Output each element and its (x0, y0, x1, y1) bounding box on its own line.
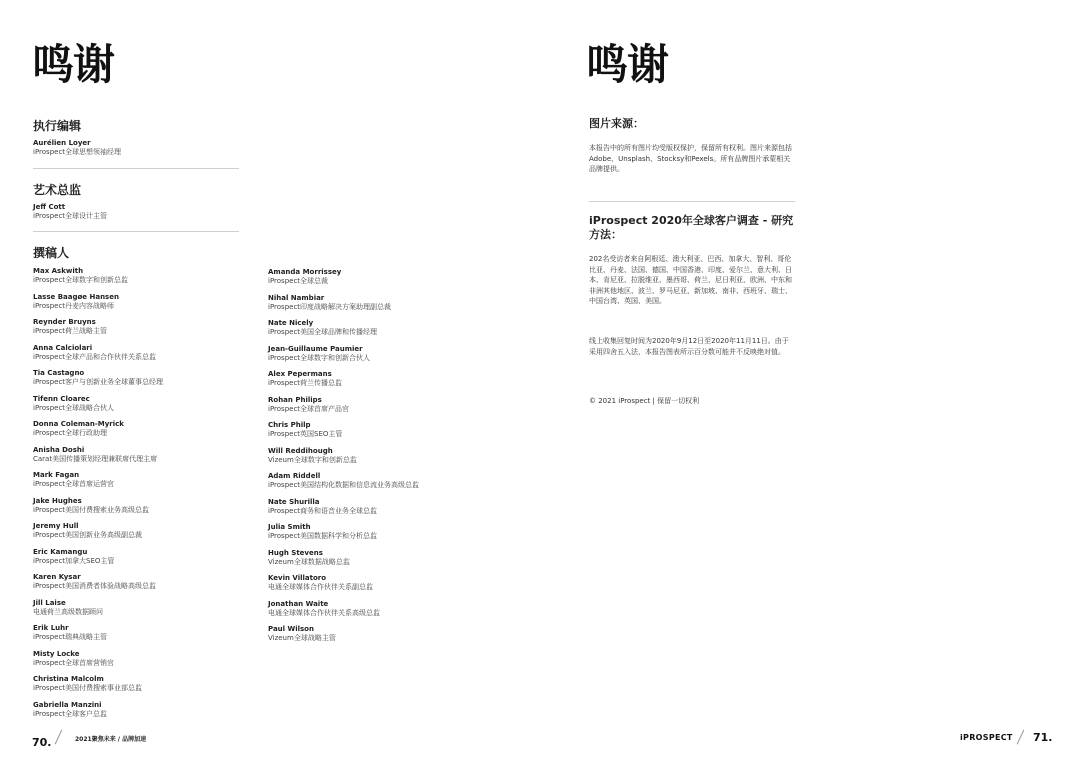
contributor-credit (33, 675, 253, 701)
credit-name: Jake Hughes (33, 496, 82, 505)
methodology-paragraph-1: 202名受访者来自阿根廷、澳大利亚、巴西、加拿大、智利、哥伦比亚、丹麦、法国、德国、中国香港、印度、爱尔兰、意大利、日本、肯尼亚、拉脱维亚、墨西哥、荷兰、尼日利亚、欧洲、中东和非洲其他地区、波兰、罗马尼亚、新加坡、南非、西班牙、瑞士、中国台湾、英国、美国。 (589, 255, 792, 305)
credit-role: 电通全球媒体合作伙伴关系副总监 (268, 583, 373, 591)
credit-name: Tifenn Cloarec (33, 394, 90, 403)
credit-name: Julia Smith (268, 523, 311, 531)
credit-name: Christina Malcolm (33, 675, 104, 683)
credit-role: 电通荷兰高级数据顾问 (33, 607, 103, 616)
credit-role: iProspect全球行政助理 (33, 429, 108, 437)
art-director-credit (33, 203, 107, 221)
credit-name: Reynder Bruyns (33, 318, 96, 326)
divider (33, 231, 239, 232)
contributor-credit (268, 549, 518, 575)
credit-role: iProspect全球客户总监 (33, 709, 108, 718)
contributor-credit (33, 344, 253, 370)
credit-name: Kevin Villatoro (268, 574, 327, 582)
credit-name: Lasse Baagøe Hansen (33, 292, 119, 301)
image-sources-heading: 图片来源： (589, 117, 644, 130)
credit-role: iProspect英国SEO主管 (268, 430, 343, 438)
page-title: 鸣谢 (32, 40, 115, 89)
credit-role: iProspect全球产品和合作伙伴关系总监 (33, 352, 157, 361)
credit-name: Misty Locke (33, 649, 80, 658)
contributor-credit (268, 447, 518, 473)
contributor-credit (33, 548, 253, 574)
credit-role: iProspect全球战略合伙人 (33, 403, 115, 412)
credit-name: Chris Philp (268, 421, 311, 429)
contributor-credit (268, 600, 518, 626)
credit-role: iProspect美国付费搜索业务高级总监 (33, 505, 150, 514)
credit-role: iProspect美国创新业务高级副总裁 (33, 531, 143, 539)
contributor-credit (33, 471, 253, 497)
contributor-credit (33, 318, 253, 344)
credit-name: Nate Shurilla (268, 497, 320, 506)
contributor-credit (268, 396, 518, 422)
contributor-credit (33, 624, 253, 650)
contributor-credit (268, 421, 518, 447)
contributor-credit (268, 574, 518, 600)
credit-name: Will Reddihough (268, 446, 333, 455)
credit-role: iProspect美国全球品牌和传播经理 (268, 328, 378, 336)
credit-name: Gabriella Manzini (33, 700, 102, 709)
credit-role: Vizeum全球数据战略总监 (268, 557, 350, 566)
contributor-credit (33, 369, 253, 395)
contributor-credit (33, 522, 253, 548)
credit-role: iProspect美国付费搜索事业部总监 (33, 684, 143, 692)
contributor-credit (268, 625, 518, 651)
credit-role: iProspect全球首席营销官 (33, 658, 115, 667)
contributor-credit (268, 523, 518, 549)
contributor-credit (33, 599, 253, 625)
credit-name: Rohan Philips (268, 395, 322, 404)
credit-role: iProspect全球数字和创新合伙人 (268, 353, 371, 362)
credit-role: iProspect商务和语音业务全球总监 (268, 506, 378, 515)
credit-name: Hugh Stevens (268, 548, 323, 557)
exec-editor-heading: 执行编辑 (33, 119, 82, 133)
credit-name: Max Askwith (33, 267, 84, 275)
image-sources-text: 本报告中的所有图片均受版权保护，保留所有权利。图片来源包括Adobe、Unsplash、Stocksy和Pexels。所有品牌图片承蒙相关品牌提供。 (589, 144, 792, 173)
credit-name: Aurélien Loyer (33, 139, 91, 147)
contributor-credit (33, 446, 253, 472)
credit-role: iProspect美国消费者体验战略高级总监 (33, 582, 157, 590)
contributor-credit (268, 319, 518, 345)
credit-role: iProspect全球首席运营官 (33, 480, 115, 488)
right-footer (960, 731, 1053, 745)
credit-name: Alex Pepermans (268, 370, 332, 378)
credit-name: Erik Luhr (33, 624, 69, 632)
credit-name: Nate Nicely (268, 319, 314, 327)
contributor-credit (268, 370, 518, 396)
right-page (540, 0, 1080, 764)
credit-role: iProspect全球首席产品官 (268, 404, 350, 413)
credit-name: Jeff Cott (33, 203, 66, 211)
contributor-credit (268, 268, 518, 294)
footer-text: 2021聚焦未来 / 品牌加速 (75, 736, 147, 743)
credit-name: Jonathan Waite (268, 599, 329, 608)
contributors-heading: 撰稿人 (33, 246, 70, 260)
contributor-credit (33, 267, 253, 293)
credit-name: Nihal Nambiar (268, 293, 325, 302)
contributor-credit (33, 701, 253, 727)
slash-divider (1017, 730, 1025, 745)
credit-role: iProspect美国结构化数据和信息流业务高级总监 (268, 481, 420, 489)
contributor-credit (268, 498, 518, 524)
credit-role: iProspect全球数字和创新总监 (33, 276, 129, 284)
credit-role: Vizeum全球战略主管 (268, 634, 336, 642)
contributor-credit (33, 293, 253, 319)
credit-name: Jean-Guillaume Paumier (268, 344, 363, 353)
credit-role: iProspect印度战略解决方案助理副总裁 (268, 302, 392, 311)
credit-role: iProspect全球设计主管 (33, 212, 108, 220)
contributor-credit (33, 497, 253, 523)
credit-name: Jeremy Hull (33, 522, 79, 530)
credit-role: iProspect丹麦内容战略师 (33, 301, 115, 310)
credit-name: Anisha Doshi (33, 445, 85, 454)
credit-name: Karen Kysar (33, 573, 81, 581)
credit-name: Jill Laise (33, 598, 66, 607)
contributor-credit (33, 650, 253, 676)
credit-name: Eric Kamangu (33, 547, 88, 556)
contributor-credit (33, 420, 253, 446)
methodology-paragraph-2: 线上收集回复时间为2020年9月12日至2020年11月11日。由于采用四舍五入法，本报告图表所示百分数可能并不反映绝对值。 (589, 337, 789, 356)
credit-role: iProspect全球总裁 (268, 277, 329, 285)
credit-name: Anna Calciolari (33, 343, 93, 352)
left-footer (32, 731, 147, 749)
credit-role: iProspect瑞典战略主管 (33, 633, 108, 641)
page-title: 鸣谢 (586, 40, 669, 89)
credit-role: Vizeum全球数字和创新总监 (268, 455, 357, 464)
contributor-credit (268, 472, 518, 498)
credit-role: Carat美国传播策划经理兼联席代理主席 (33, 454, 158, 463)
copyright-text: © 2021 iProspect | 保留一切权利 (589, 397, 700, 405)
page-number: 70. (32, 736, 52, 749)
credit-name: Mark Fagan (33, 471, 80, 479)
credit-role: iProspect加拿大SEO主管 (33, 556, 115, 565)
contributor-credit (33, 573, 253, 599)
contributor-credit (268, 294, 518, 320)
credit-role: 电通全球媒体合作伙伴关系高级总监 (268, 608, 380, 617)
page-number: 71. (1033, 731, 1053, 744)
credit-role: iProspect荷兰战略主管 (33, 327, 108, 335)
credit-name: Paul Wilson (268, 625, 314, 633)
contributors-column-1 (33, 267, 253, 726)
brand-logo: iPROSPECT (960, 733, 1013, 742)
credit-role: iProspect客户与创新业务全球董事总经理 (33, 378, 164, 386)
credit-name: Adam Riddell (268, 472, 321, 480)
credit-name: Amanda Morrissey (268, 268, 342, 276)
art-director-heading: 艺术总监 (33, 183, 82, 197)
exec-editor-credit (33, 139, 121, 157)
contributor-credit (268, 345, 518, 371)
contributor-credit (33, 395, 253, 421)
divider (589, 201, 795, 202)
divider (33, 168, 239, 169)
credit-name: Tia Castagno (33, 369, 85, 377)
contributors-column-2 (268, 268, 518, 651)
slash-divider (55, 730, 63, 745)
credit-role: iProspect美国数据科学和分析总监 (268, 532, 378, 540)
credit-name: Donna Coleman-Myrick (33, 420, 124, 428)
credit-role: iProspect全球思想领袖经理 (33, 148, 122, 156)
methodology-heading: iProspect 2020年全球客户调查 - 研究方法： (589, 214, 794, 241)
credit-role: iProspect荷兰传播总监 (268, 379, 343, 387)
